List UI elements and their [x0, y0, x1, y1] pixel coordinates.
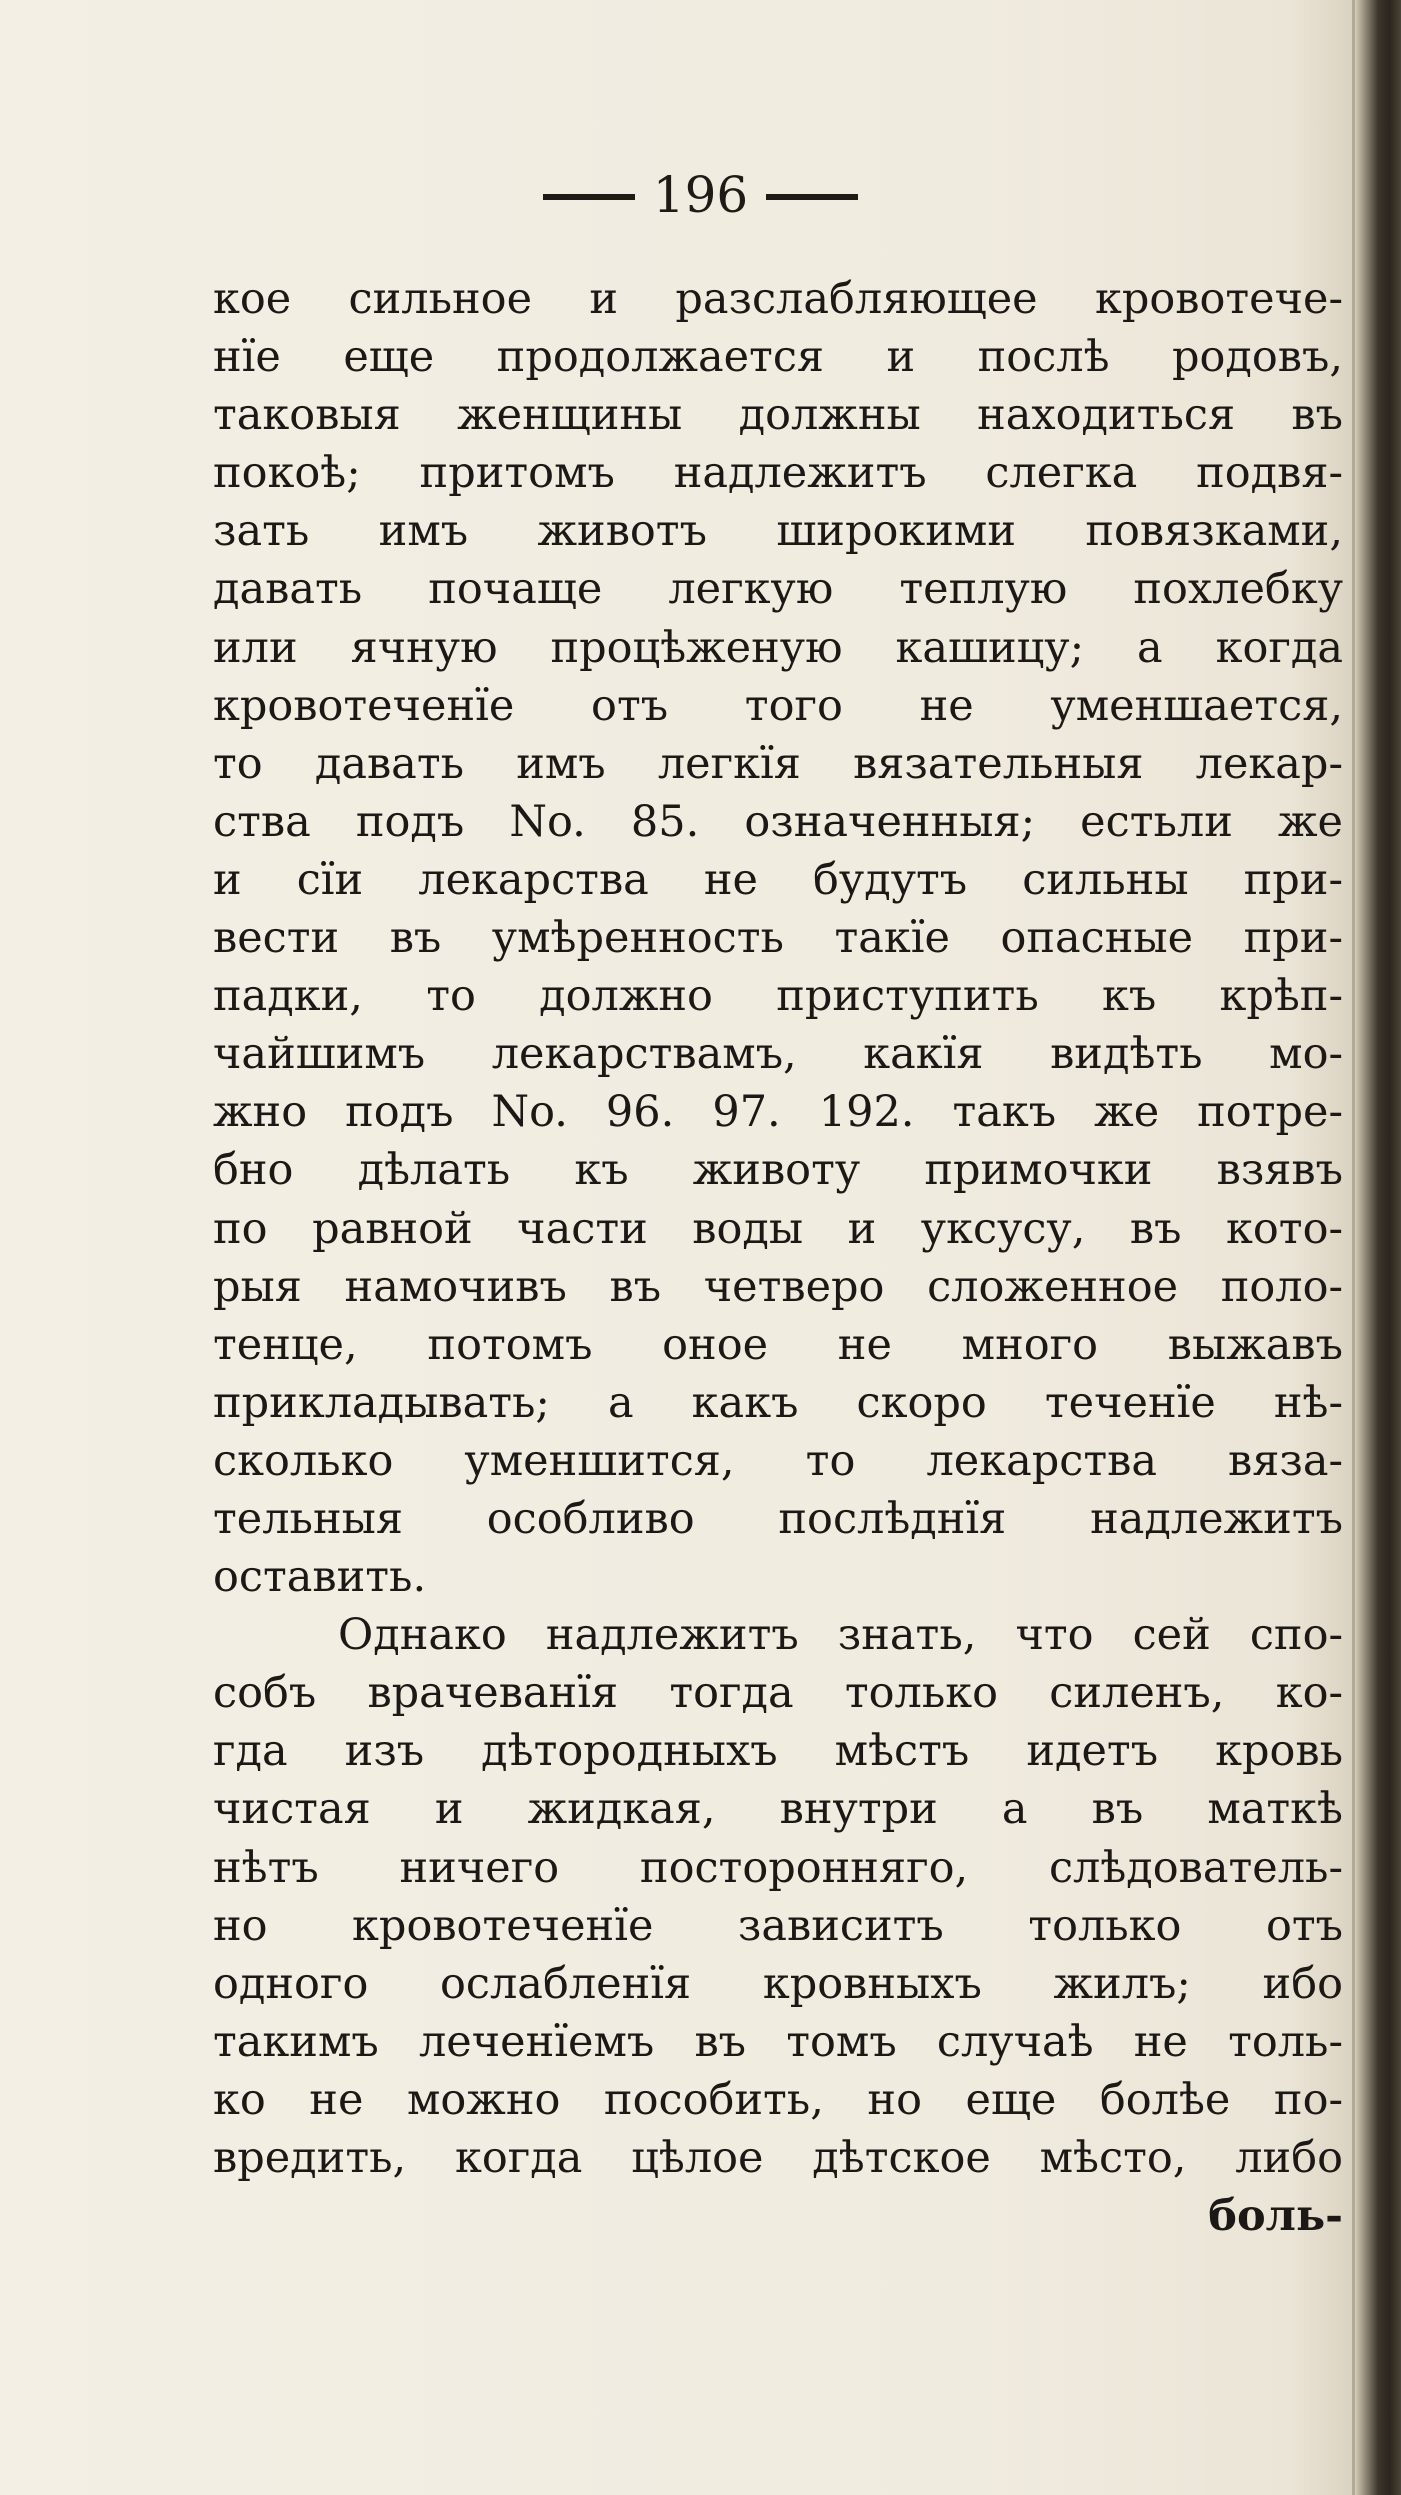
text-line: тельныя особливо послѣднїя надлежитъ [213, 1493, 1343, 1544]
text-line: но кровотеченїе зависитъ только отъ [213, 1900, 1343, 1951]
text-line: чайшимъ лекарствамъ, какїя видѣть мо- [213, 1029, 1343, 1080]
text-line: Однако надлежитъ знать, что сей спо- [338, 1610, 1343, 1661]
text-line: гда изъ дѣтородныхъ мѣстъ идетъ кровь [213, 1726, 1343, 1777]
text-line: кровотеченїе отъ того не уменшается, [213, 680, 1343, 731]
text-line: чистая и жидкая, внутри а въ маткѣ [213, 1784, 1343, 1835]
text-line: вредить, когда цѣлое дѣтское мѣсто, либо [213, 2133, 1343, 2183]
text-line: то давать имъ легкїя вязательныя лекар- [213, 738, 1343, 789]
header-dash-right [766, 194, 858, 200]
text-line: и сїи лекарства не будутъ сильны при- [213, 854, 1343, 905]
text-line: нѣтъ ничего посторонняго, слѣдователь- [213, 1842, 1343, 1893]
text-line: по равной части воды и уксусу, въ кото- [213, 1203, 1343, 1254]
text-line: такимъ леченїемъ въ томъ случаѣ не толь- [213, 2016, 1343, 2067]
text-line: одного ослабленїя кровныхъ жилъ; ибо [213, 1958, 1343, 2009]
text-line: зать имъ животъ широкими повязками, [213, 506, 1343, 557]
catchword: боль- [1208, 2191, 1343, 2242]
page-header [0, 160, 1401, 230]
text-line: или ячную процѣженую кашицу; а когда [213, 622, 1343, 673]
text-line: вести въ умѣренность такїе опасные при- [213, 913, 1343, 964]
text-line: давать почаще легкую теплую похлебку [213, 564, 1343, 615]
text-line: падки, то должно приступить къ крѣп- [213, 971, 1343, 1022]
text-line: бно дѣлать къ животу примочки взявъ [213, 1145, 1343, 1196]
body-text [213, 270, 1343, 2245]
text-line: рыя намочивъ въ четверо сложенное поло- [213, 1261, 1343, 1312]
text-line: кое сильное и разслабляющее кровотече- [213, 274, 1343, 324]
page-number: 196 [652, 166, 749, 224]
text-line: сколько уменшится, то лекарства вяза- [213, 1435, 1343, 1486]
text-line: жно подъ No. 96. 97. 192. такъ же потре- [213, 1087, 1343, 1138]
text-line: прикладывать; а какъ скоро теченїе нѣ- [213, 1377, 1343, 1428]
text-line: покоѣ; притомъ надлежитъ слегка подвя- [213, 448, 1343, 499]
text-line: нїе еще продолжается и послѣ родовъ, [213, 332, 1343, 383]
text-line: собъ врачеванїя тогда только силенъ, ко- [213, 1668, 1343, 1719]
text-line: оставить. [213, 1552, 427, 1603]
book-spine-edge [1355, 0, 1401, 2495]
text-line: ко не можно пособить, но еще болѣе по- [213, 2074, 1343, 2125]
text-line: таковыя женщины должны находиться въ [213, 390, 1343, 441]
header-dash-left [543, 194, 635, 200]
text-line: тенце, потомъ оное не много выжавъ [213, 1319, 1343, 1370]
text-line: ства подъ No. 85. означенныя; естьли же [213, 796, 1343, 847]
